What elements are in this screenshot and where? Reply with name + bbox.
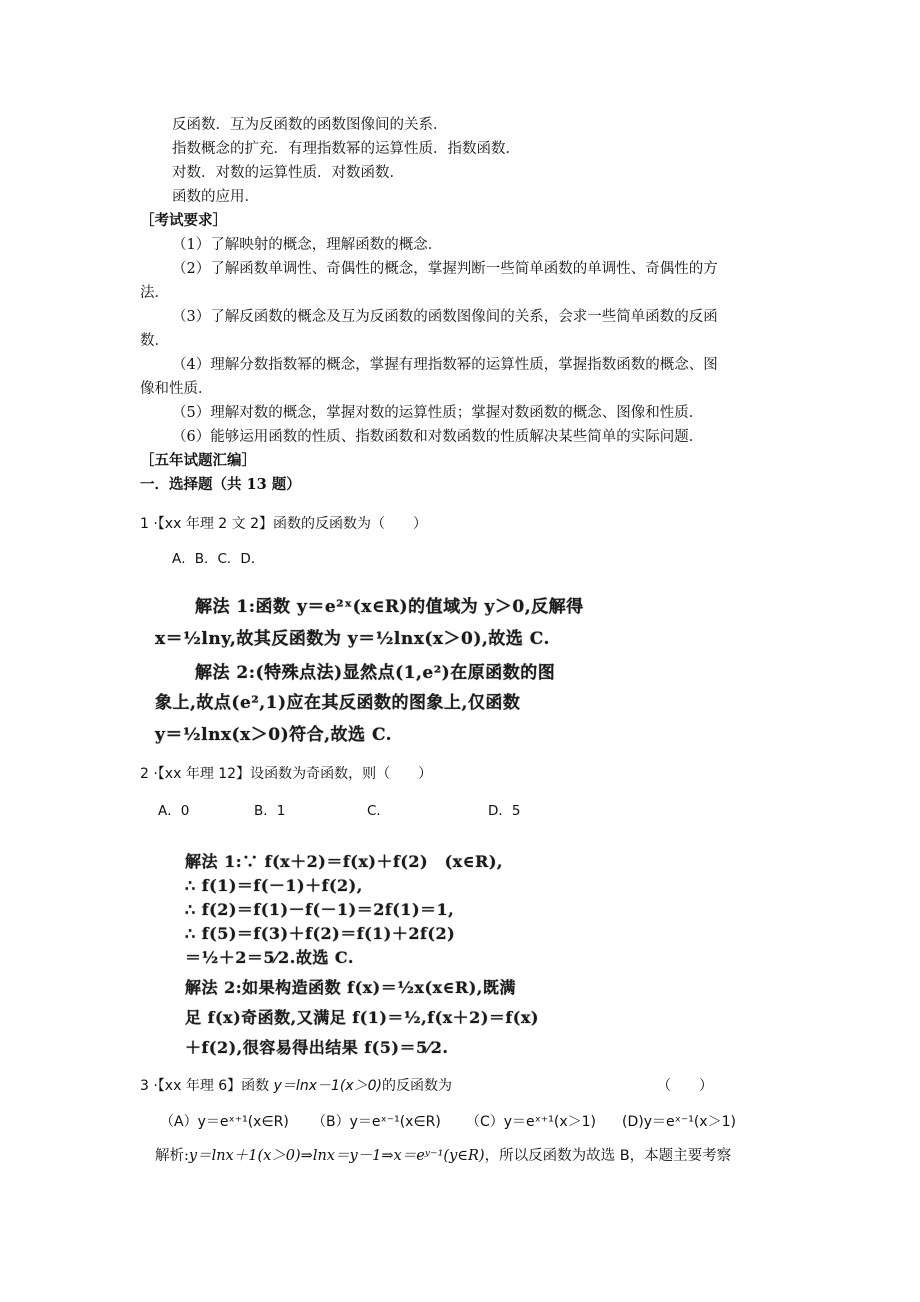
q3-stem-math: y＝lnx－1(x＞0)	[273, 1078, 382, 1094]
exam-req-line-1: （1）了解映射的概念，理解函数的概念．	[172, 237, 443, 253]
exam-req-line-7: 像和性质．	[140, 381, 213, 397]
q1-solution-line: x＝½lny,故其反函数为 y＝½lnx(x＞0),故选 C.	[155, 629, 550, 649]
q3-stem-suffix: 的反函数为	[382, 1078, 452, 1094]
q1-solution-line: 解法 1:函数 y＝e²ˣ(x∈R)的值域为 y＞0,反解得	[195, 597, 584, 617]
exam-req-line-4: （3）了解反函数的概念及互为反函数的函数图像间的关系，会求一些简单函数的反函	[172, 309, 718, 325]
q2-option-b: B．1	[254, 803, 286, 819]
q2-solution-line: ＝½＋2＝5⁄2.故选 C.	[185, 948, 354, 967]
exam-req-line-6: （4）理解分数指数幂的概念，掌握有理指数幂的运算性质，掌握指数函数的概念、图	[172, 357, 718, 373]
q2-solution-line: ∴ f(5)＝f(3)＋f(2)＝f(1)＋2f(2)	[185, 924, 456, 943]
q2-option-a: A．0	[158, 803, 190, 819]
q3-analysis	[155, 1146, 731, 1166]
q2-solution-line: 解法 1:∵ f(x＋2)＝f(x)＋f(2) (x∈R),	[185, 852, 503, 871]
q2-option-c: C．	[367, 803, 390, 819]
exam-req-line-8: （5）理解对数的概念，掌握对数的运算性质；掌握对数函数的概念、图像和性质．	[172, 405, 704, 421]
exam-req-line-3: 法．	[140, 285, 169, 301]
q3-option-c: （C）y＝eˣ⁺¹(x＞1)	[466, 1114, 597, 1130]
exam-req-line-5: 数．	[140, 333, 169, 349]
q3-option-d: (D)y＝eˣ⁻¹(x＞1)	[622, 1114, 736, 1130]
q2-option-d: D．5	[488, 803, 521, 819]
q1-options: A．B．C．D．	[172, 551, 265, 567]
q3-analysis-tail: ，所以反函数为故选 B，本题主要考察	[484, 1148, 732, 1164]
exam-req-line-2: （2）了解函数单调性、奇偶性的概念，掌握判断一些简单函数的单调性、奇偶性的方	[172, 261, 718, 277]
q1-solution-line: 象上,故点(e²,1)应在其反函数的图象上,仅函数	[155, 693, 521, 713]
q1-stem: 1 ·【xx 年理 2 文 2】函数的反函数为（ ）	[140, 516, 427, 532]
q3-option-b: （B）y＝eˣ⁻¹(x∈R)	[312, 1114, 441, 1130]
q3-analysis-label: 解析:	[155, 1148, 189, 1164]
q3-stem	[140, 1076, 452, 1096]
intro-line-4: 函数的应用．	[172, 189, 259, 205]
q2-solution-line: 解法 2:如果构造函数 f(x)＝½x(x∈R),既满	[185, 978, 516, 997]
five-year-heading: ［五年试题汇编］	[140, 452, 256, 469]
q1-solution-line: 解法 2:(特殊点法)显然点(1,e²)在原函数的图	[195, 663, 556, 683]
q2-stem: 2 ·【xx 年理 12】设函数为奇函数，则（ ）	[140, 766, 433, 782]
q2-solution-line: 足 f(x)奇函数,又满足 f(1)＝½,f(x＋2)＝f(x)	[185, 1008, 539, 1027]
intro-line-3: 对数．对数的运算性质．对数函数．	[172, 165, 404, 181]
intro-line-1: 反函数．互为反函数的函数图像间的关系．	[172, 117, 448, 133]
q2-solution-image	[155, 845, 575, 1060]
q1-solution-line: y＝½lnx(x＞0)符合,故选 C.	[155, 725, 393, 745]
section-title: 一．选择题（共 13 题）	[140, 476, 301, 493]
q3-analysis-math: y＝lnx＋1(x＞0)⇒lnx＝y－1⇒x＝eʸ⁻¹(y∈R)	[188, 1148, 485, 1164]
q3-stem-prefix: 3 ·【xx 年理 6】函数	[140, 1078, 274, 1094]
q3-option-a: （A）y＝eˣ⁺¹(x∈R)	[160, 1114, 289, 1130]
intro-line-2: 指数概念的扩充．有理指数幂的运算性质．指数函数．	[172, 141, 520, 157]
q2-solution-line: ∴ f(2)＝f(1)－f(－1)＝2f(1)＝1,	[185, 900, 455, 919]
q3-answer-paren: （ ）	[657, 1078, 713, 1094]
q1-solution-image	[155, 588, 645, 748]
q2-solution-line: ∴ f(1)＝f(－1)＋f(2),	[185, 876, 363, 895]
exam-requirements-heading: ［考试要求］	[140, 212, 227, 229]
q2-solution-line: ＋f(2),很容易得出结果 f(5)＝5⁄2.	[185, 1038, 449, 1057]
exam-req-line-9: （6）能够运用函数的性质、指数函数和对数函数的性质解决某些简单的实际问题．	[172, 429, 704, 445]
